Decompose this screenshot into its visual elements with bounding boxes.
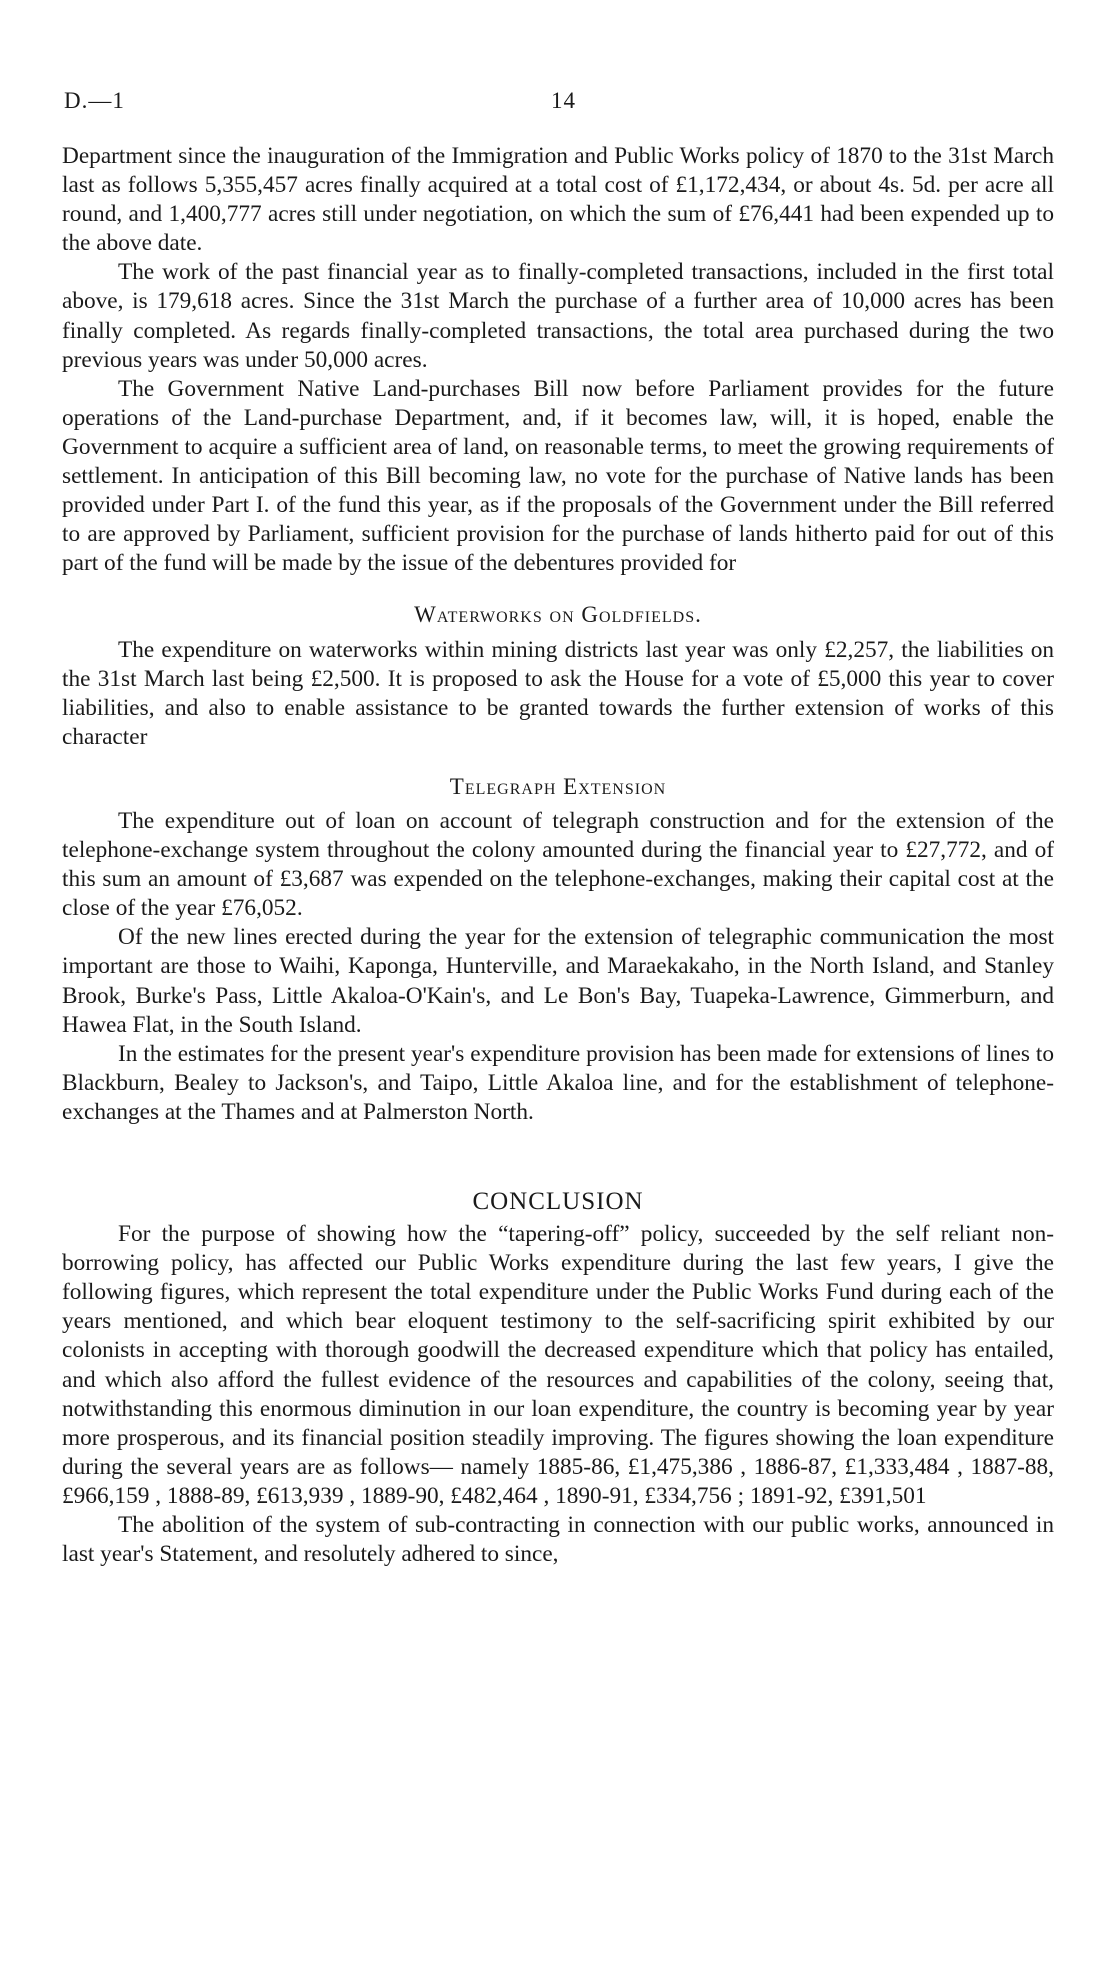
section-heading-conclusion: CONCLUSION xyxy=(472,1188,644,1215)
paragraph: The work of the past financial year as to finally-completed transactions, included in the first total above, is 179,618 acres. Since the 31st March the purchase of a further area of 10,000 acres has been finally completed. As regards finally-completed transactions, the total area purchased during the two previous years was under 50,000 acres. xyxy=(62,259,1054,373)
section-heading-telegraph: Telegraph Extension xyxy=(449,773,667,799)
paragraph: The abolition of the system of sub-contracting in connection with our public works, announced in last year's Statement, and resolutely adhered to since, xyxy=(62,1512,1054,1568)
paragraph: The Government Native Land-purchases Bill now before Parliament provides for the future operations of the Land-purchase Department, and, if it becomes law, will, it is hoped, enable the Government to acquire a sufficient area of land, on reasonable terms, to meet the growing requirements of settlement. In anticipation of this Bill becoming law, no vote for the purchase of Native lands has been provided under Part I. of the fund this year, as if the proposals of the Government under the Bill referred to are approved by Parliament, sufficient provision for the purchase of lands hitherto paid for out of this part of the fund will be made by the issue of the debentures provided for xyxy=(62,375,1054,577)
section-heading-waterworks: Waterworks on Goldfields. xyxy=(414,602,702,628)
page-number: 14 xyxy=(551,88,576,113)
paragraph: For the purpose of showing how the “tapering-off” policy, succeeded by the self reliant non-borrowing policy, has affected our Public Works expenditure during the last few years, I give the following figures, which represent the total expenditure under the Public Works Fund during each of the years mentioned, and which bear eloquent testimony to the self-sacrificing spirit exhibited by our colonists in accepting with thorough goodwill the decreased expenditure which that policy has entailed, and which also afford the fullest evidence of the resources and capabilities of the colony, seeing that, notwithstanding this enormous diminution in our loan expenditure, the country is becoming year by year more prosperous, and its financial position steadily improving. The figures showing the loan expenditure during the several years are as follows— namely 1885-86, £1,475,386 , 1886-87, £1,333,484 , 1887-88, £966,159 , 1888-89, £613,939 , 1889-90, £482,464 , 1890-91, £334,756 ; 1891-92, £391,501 xyxy=(62,1221,1054,1509)
paragraph: The expenditure on waterworks within mining districts last year was only £2,257, the liabilities on the 31st March last being £2,500. It is proposed to ask the House for a vote of £5,000 this year to cover liabilities, and also to enable assistance to be granted towards the further extension of works of this character xyxy=(62,636,1054,750)
paragraph: In the estimates for the present year's expenditure provision has been made for extensions of lines to Blackburn, Bealey to Jackson's, and Taipo, Little Akaloa line, and for the establishment of telephone-exchanges at the Thames and at Palmerston North. xyxy=(62,1040,1054,1125)
page-header xyxy=(64,88,1054,118)
page-body xyxy=(62,142,1054,1569)
paragraph: The expenditure out of loan on account of telegraph construction and for the extension of the telephone-exchange system throughout the colony amounted during the financial year to £27,772, and of this sum an amount of £3,687 was expended on the telephone-exchanges, making their capital cost at the close of the year £76,052. xyxy=(62,807,1054,922)
paragraph: Of the new lines erected during the year for the extension of telegraphic communication the most important are those to Waihi, Kaponga, Hunterville, and Maraekakaho, in the North Island, and Stanley Brook, Burke's Pass, Little Akaloa-O'Kain's, and Le Bon's Bay, Tuapeka-Lawrence, Gimmerburn, and Hawea Flat, in the South Island. xyxy=(62,924,1054,1038)
paragraph-continued: Department since the inauguration of the Immigration and Public Works policy of 1870 to the 31st March last as follows 5,355,457 acres finally acquired at a total cost of £1,172,434, or about 4s. 5d. per acre all round, and 1,400,777 acres still under negotiation, on which the sum of £76,441 had been expended up to the above date. xyxy=(62,143,1054,257)
document-reference: D.—1 xyxy=(64,88,125,113)
